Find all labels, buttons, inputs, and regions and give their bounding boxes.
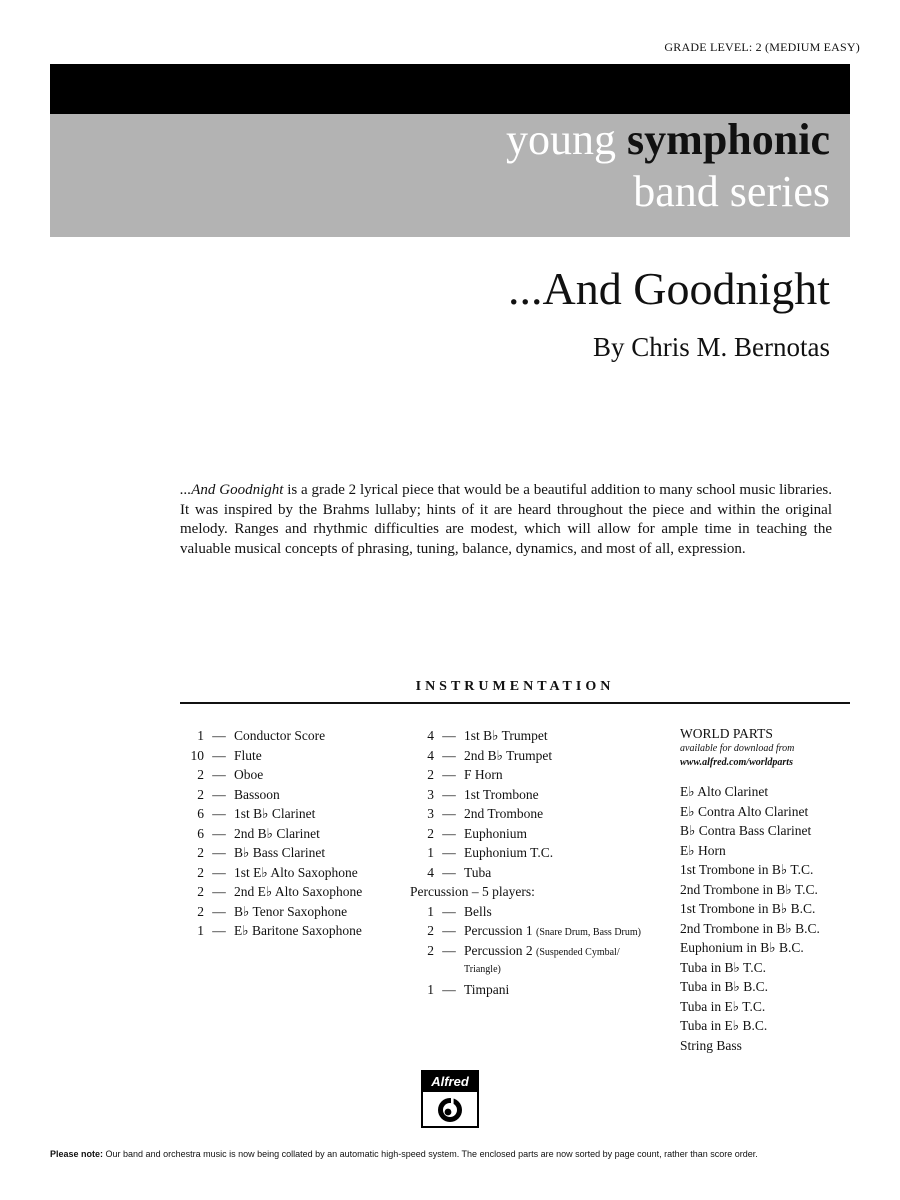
note-text: Our band and orchestra music is now being collated by an automatic high-speed system. The enclosed parts are now sorted by page count, rather than score order. [103, 1149, 758, 1159]
instrument-dash: — [442, 786, 456, 802]
instrument-name: F Horn [464, 767, 503, 782]
instrument-name: 1st B♭ Clarinet [234, 806, 316, 821]
instrument-row [180, 804, 362, 824]
instrument-row [410, 785, 641, 805]
instrument-row [410, 746, 641, 766]
instrument-row [410, 843, 641, 863]
instrument-name: E♭ Baritone Saxophone [234, 923, 362, 938]
instrument-qty: 2 [197, 786, 204, 802]
instrument-qty: 3 [427, 786, 434, 802]
instrument-qty: 2 [197, 767, 204, 782]
world-part-item: Tuba in E♭ B.C. [680, 1018, 768, 1033]
instrument-row [410, 726, 641, 746]
instrument-name [464, 921, 641, 941]
world-parts-title: WORLD PARTS [680, 726, 773, 741]
instrument-name: Tuba [464, 864, 492, 880]
instrument-dash: — [442, 923, 456, 938]
instrument-qty: 2 [427, 923, 434, 938]
instrument-name: B♭ Bass Clarinet [234, 845, 326, 860]
instrument-qty: 4 [427, 728, 434, 743]
instrumentation-column-1 [180, 726, 362, 941]
instrument-dash: — [442, 806, 456, 821]
instrument-name: 2nd E♭ Alto Saxophone [234, 884, 363, 899]
instrument-row [410, 863, 641, 883]
instrument-qty: 2 [197, 845, 204, 860]
instrument-name: 2nd B♭ Clarinet [234, 825, 320, 841]
instrument-row [410, 941, 641, 961]
instrument-qty: 1 [427, 981, 434, 997]
instrument-qty: 2 [197, 884, 204, 899]
instrument-name: 1st E♭ Alto Saxophone [234, 864, 358, 880]
instrument-row [410, 765, 641, 785]
instrument-dash: — [442, 767, 456, 782]
instrument-name: 1st Trombone [464, 786, 539, 802]
instrument-row [180, 843, 362, 863]
instrument-name: Flute [234, 747, 262, 763]
instrumentation-heading: INSTRUMENTATION [415, 679, 615, 694]
world-part-item: String Bass [680, 1037, 742, 1053]
description-text: is a grade 2 lyrical piece that would be a beautiful addition to many school music libraries. It was inspired by the Brahms lullaby; hints of it are heard throughout the piece and within the original melody. Ranges and rhythmic difficulties are modest, which will allow for ample time in teaching the valuable musical concepts of phrasing, tuning, balance, dynamics, and most of all, expression. [180, 482, 832, 557]
instrument-row [410, 921, 641, 941]
instrument-row [410, 980, 641, 1000]
grade-level: GRADE LEVEL: 2 (MEDIUM EASY) [664, 40, 860, 54]
instrument-dash: — [442, 942, 456, 958]
world-part-item: E♭ Horn [680, 842, 726, 858]
instrument-dash: — [442, 981, 456, 997]
series-title-line2: band series [633, 167, 830, 216]
header-black-band [50, 64, 850, 114]
instrument-row [180, 882, 362, 902]
description-title: ...And Goodnight [180, 482, 284, 498]
instrument-row [180, 902, 362, 922]
instrument-note: (Suspended Cymbal/ [536, 946, 620, 958]
instrument-name-main: Percussion 1 [464, 923, 533, 938]
instrument-qty: 1 [197, 923, 204, 938]
instrument-name: 1st B♭ Trumpet [464, 728, 548, 743]
instrument-name: 2nd B♭ Trumpet [464, 747, 553, 763]
instrument-qty: 1 [197, 728, 204, 743]
instrument-dash: — [442, 864, 456, 880]
instrument-note-continued: Triangle) [464, 964, 501, 975]
instrument-qty: 2 [197, 903, 204, 919]
instrument-row [180, 785, 362, 805]
instrument-qty: 10 [190, 747, 204, 763]
world-part-item: Tuba in B♭ B.C. [680, 979, 769, 994]
world-parts-column [680, 726, 820, 1055]
instrument-dash: — [212, 825, 226, 841]
world-part-item: Tuba in B♭ T.C. [680, 959, 767, 975]
world-part-item: 1st Trombone in B♭ B.C. [680, 901, 816, 916]
piece-title: ...And Goodnight [508, 263, 830, 314]
instrument-name: 2nd Trombone [464, 806, 544, 821]
world-parts-subtitle: available for download from [680, 743, 795, 754]
instrument-dash: — [212, 903, 226, 919]
instrument-dash: — [212, 767, 226, 782]
instrument-qty: 2 [427, 767, 434, 782]
series-word-young: young [506, 115, 617, 164]
instrument-row [180, 746, 362, 766]
instrument-dash: — [212, 747, 226, 763]
instrument-qty: 1 [427, 845, 434, 860]
world-part-item: E♭ Contra Alto Clarinet [680, 803, 809, 819]
instrument-dash: — [212, 806, 226, 821]
instrument-name: Timpani [464, 981, 510, 997]
instrument-qty: 6 [197, 825, 204, 841]
world-part-item: E♭ Alto Clarinet [680, 784, 769, 799]
instrument-qty: 2 [197, 864, 204, 880]
world-part-item: 1st Trombone in B♭ T.C. [680, 862, 814, 877]
instrument-dash: — [212, 923, 226, 938]
alfred-logo [421, 1070, 479, 1128]
instrument-dash: — [442, 825, 456, 841]
instrument-qty: 1 [427, 903, 434, 919]
instrument-name: Oboe [234, 767, 264, 782]
instrumentation-divider [180, 702, 850, 704]
instrument-dash: — [212, 728, 226, 743]
instrument-row [180, 824, 362, 844]
instrument-dash: — [212, 845, 226, 860]
alfred-logo-icon [434, 1096, 466, 1124]
world-parts-url: www.alfred.com/worldparts [680, 757, 793, 768]
instrument-name: Euphonium T.C. [464, 845, 554, 860]
instrument-row [180, 863, 362, 883]
instrument-row [410, 902, 641, 922]
instrument-qty: 2 [427, 942, 434, 958]
instrument-name: Bells [464, 903, 492, 919]
instrument-note: (Snare Drum, Bass Drum) [536, 927, 641, 938]
description [180, 481, 832, 559]
instrument-dash: — [442, 845, 456, 860]
collation-note [50, 1149, 758, 1159]
instrument-qty: 2 [427, 825, 434, 841]
instrument-row [410, 804, 641, 824]
instrument-qty: 4 [427, 747, 434, 763]
instrument-name: Euphonium [464, 825, 527, 841]
instrument-qty: 3 [427, 806, 434, 821]
world-part-item: B♭ Contra Bass Clarinet [680, 823, 812, 838]
percussion-heading: Percussion – 5 players: [410, 884, 535, 899]
world-part-item: 2nd Trombone in B♭ T.C. [680, 881, 818, 897]
instrument-dash: — [212, 786, 226, 802]
instrument-name: Bassoon [234, 786, 280, 802]
note-label: Please note: [50, 1149, 104, 1159]
instrument-dash: — [442, 747, 456, 763]
instrument-name-main: Percussion 2 [464, 942, 533, 958]
series-title-line1 [506, 114, 830, 165]
instrument-row [180, 921, 362, 941]
instrument-dash: — [442, 903, 456, 919]
alfred-logo-text: Alfred [423, 1072, 477, 1092]
instrument-name: B♭ Tenor Saxophone [234, 903, 348, 919]
world-part-item: Euphonium in B♭ B.C. [680, 940, 804, 955]
instrument-row [180, 726, 362, 746]
series-word-symphonic: symphonic [627, 115, 830, 164]
instrument-name: Conductor Score [234, 728, 326, 743]
instrument-qty: 4 [427, 864, 434, 880]
world-part-item: 2nd Trombone in B♭ B.C. [680, 920, 820, 936]
instrument-qty: 6 [197, 806, 204, 821]
instrument-dash: — [212, 864, 226, 880]
instrument-row [410, 824, 641, 844]
composer: By Chris M. Bernotas [592, 332, 830, 362]
instrument-name [464, 941, 620, 961]
instrument-row [180, 765, 362, 785]
instrument-dash: — [212, 884, 226, 899]
instrument-dash: — [442, 728, 456, 743]
instrumentation-column-2 [410, 726, 641, 999]
world-part-item: Tuba in E♭ T.C. [680, 998, 766, 1014]
